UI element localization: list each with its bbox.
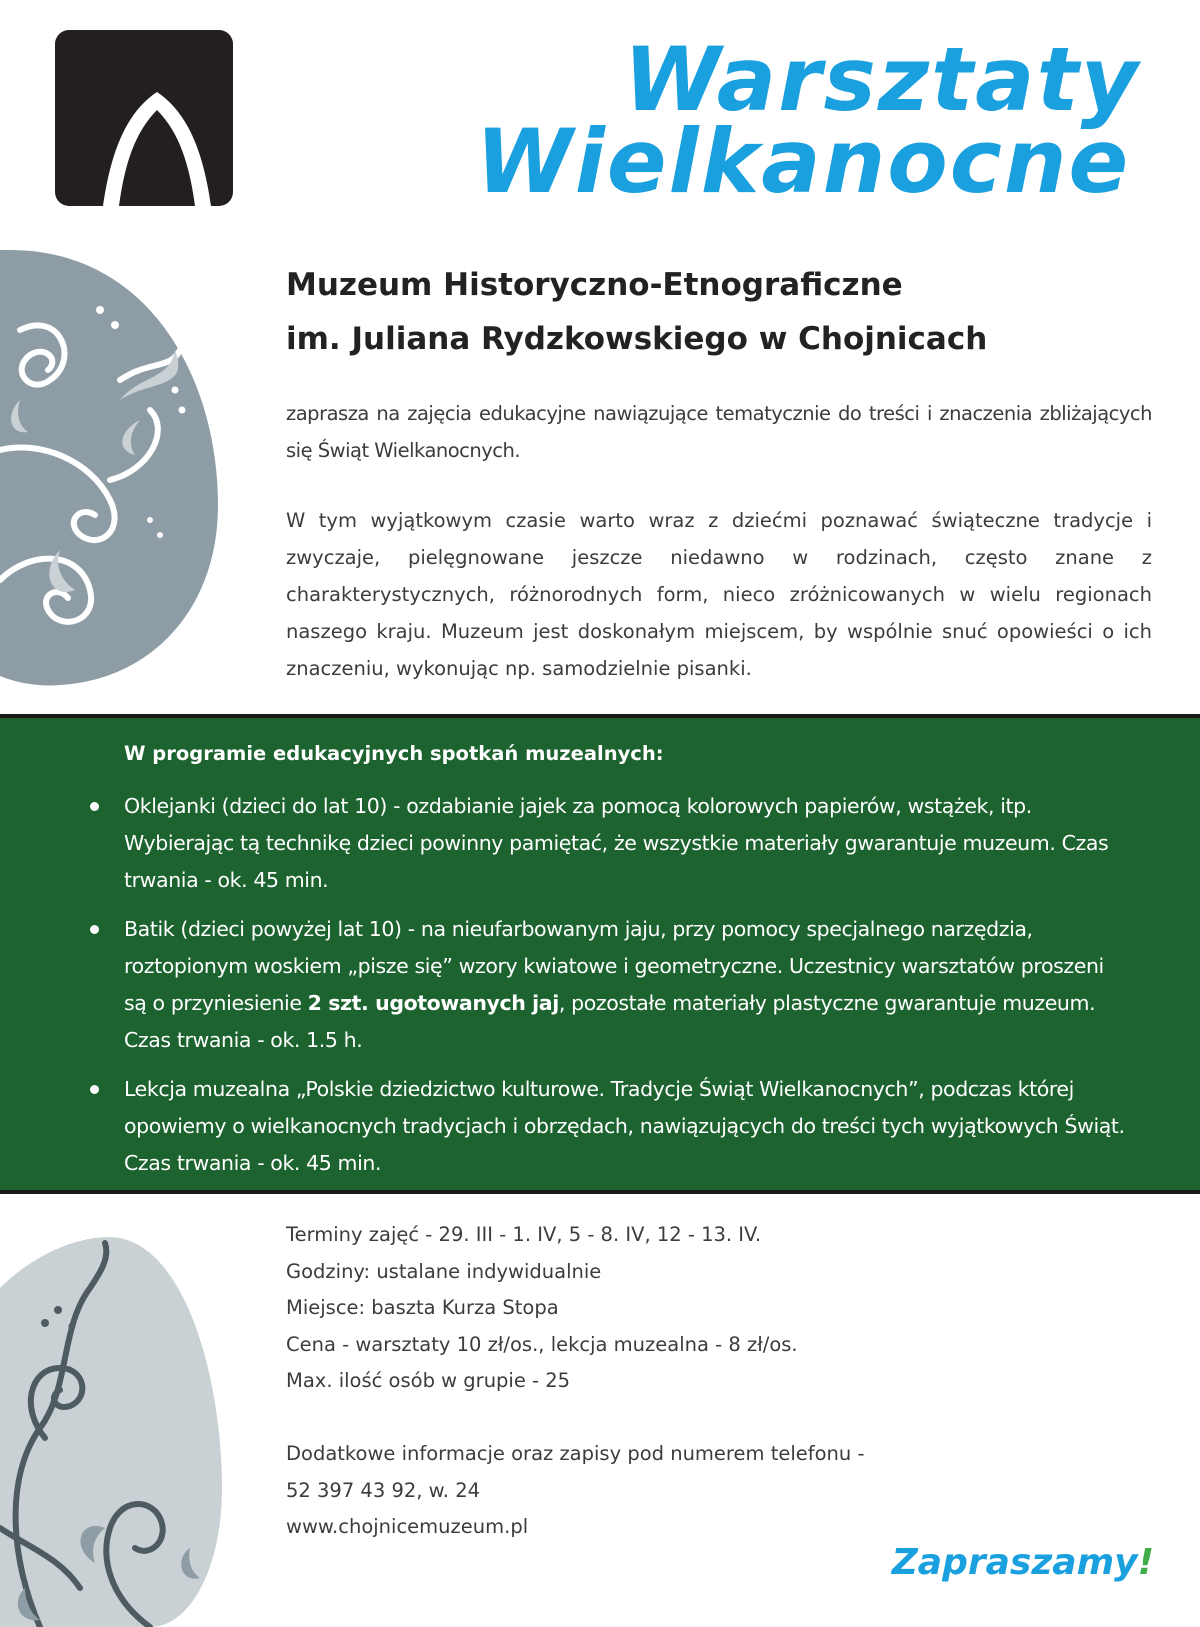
- event-title: [475, 28, 1140, 214]
- museum-name-line2: im. Juliana Rydzkowskiego w Chojnicach: [286, 321, 988, 357]
- contact-website-link[interactable]: www.chojnicemuzeum.pl: [286, 1515, 529, 1538]
- program-heading: W programie edukacyjnych spotkań muzealnych:: [124, 742, 664, 765]
- decorative-egg-bottom: [0, 1228, 225, 1627]
- event-title-line2: Wielkanocne: [475, 110, 1131, 214]
- closing-invitation: [892, 1542, 1154, 1583]
- decorative-egg-top: [0, 250, 220, 690]
- program-item-oklejanki: Oklejanki (dzieci do lat 10) - ozdabianie jajek za pomocą kolorowych papierów, wstążek, itp. Wybierając tą technikę dzieci powinny pamiętać, że wszystkie materiały gwarantuje muzeum. Czas trwania - ok. 45 min.: [124, 794, 1109, 892]
- list-item: [124, 1071, 1129, 1182]
- easter-egg-icon: [0, 250, 220, 690]
- event-details: [286, 1217, 1146, 1400]
- easter-egg-icon: [0, 1228, 225, 1627]
- bullet-icon: [90, 925, 99, 934]
- contact-phone[interactable]: 52 397 43 92, w. 24: [286, 1478, 481, 1502]
- program-list: [124, 788, 1129, 1194]
- details-price: Cena - warsztaty 10 zł/os., lekcja muzealna - 8 zł/os.: [286, 1332, 798, 1356]
- bullet-icon: [90, 1085, 99, 1094]
- details-dates: Terminy zajęć - 29. III - 1. IV, 5 - 8. IV, 12 - 13. IV.: [286, 1223, 762, 1246]
- details-place: Miejsce: baszta Kurza Stopa: [286, 1296, 559, 1319]
- museum-logo: [55, 30, 233, 206]
- program-item-lekcja: Lekcja muzealna „Polskie dziedzictwo kulturowe. Tradycje Świąt Wielkanocnych”, podczas której opowiemy o wielkanocnych tradycjach i obrzędach, nawiązujących do treści tych wyjątkowych Świąt. Czas trwania - ok. 45 min.: [124, 1077, 1125, 1175]
- contact-info-text: Dodatkowe informacje oraz zapisy pod numerem telefonu -: [286, 1442, 865, 1465]
- event-title-line1: Warsztaty: [623, 28, 1140, 132]
- list-item: [124, 911, 1129, 1059]
- museum-name-line1: Muzeum Historyczno-Etnograficzne: [286, 267, 903, 303]
- details-hours: Godziny: ustalane indywidualnie: [286, 1259, 602, 1283]
- intro-text: zaprasza na zajęcia edukacyjne nawiązujące tematycznie do treści i znaczenia zbliżających się Świąt Wielkanocnych.: [286, 402, 1152, 462]
- program-item-batik-emphasis: 2 szt. ugotowanych jaj: [307, 991, 559, 1015]
- closing-exclamation: !: [1137, 1542, 1154, 1583]
- details-max-group: Max. ilość osób w grupie - 25: [286, 1369, 571, 1392]
- intro-paragraph: W tym wyjątkowym czasie warto wraz z dziećmi poznawać świąteczne tradycje i zwyczaje, pielęgnowane jeszcze niedawno w rodzinach, często znane z charakterystycznych, różnorodnych form, nieco zróżnicowanych w wielu regionach naszego kraju. Muzeum jest doskonałym miejscem, by wspólnie snuć opowieści o ich znaczeniu, wykonując np. samodzielnie pisanki.: [286, 509, 1152, 680]
- gothic-arch-logo-icon: [55, 30, 233, 206]
- closing-text: Zapraszamy: [891, 1542, 1138, 1583]
- museum-name: [286, 258, 1146, 366]
- bullet-icon: [90, 802, 99, 811]
- program-item-batik-start: Batik (dzieci powyżej lat 10) - na nieufarbowanym jaju, przy pomocy specjalnego narzędzia, roztopionym woskiem „pisze się” wzory kwiatowe i geometryczne. Uczestnicy warsztatów proszeni są o przyniesienie: [124, 917, 1104, 1015]
- list-item: [124, 788, 1129, 899]
- contact-info: [286, 1436, 1146, 1546]
- program-band: [0, 714, 1200, 1194]
- program-item-batik-end: , pozostałe materiały plastyczne gwarantuje muzeum. Czas trwania - ok. 1.5 h.: [124, 991, 1096, 1052]
